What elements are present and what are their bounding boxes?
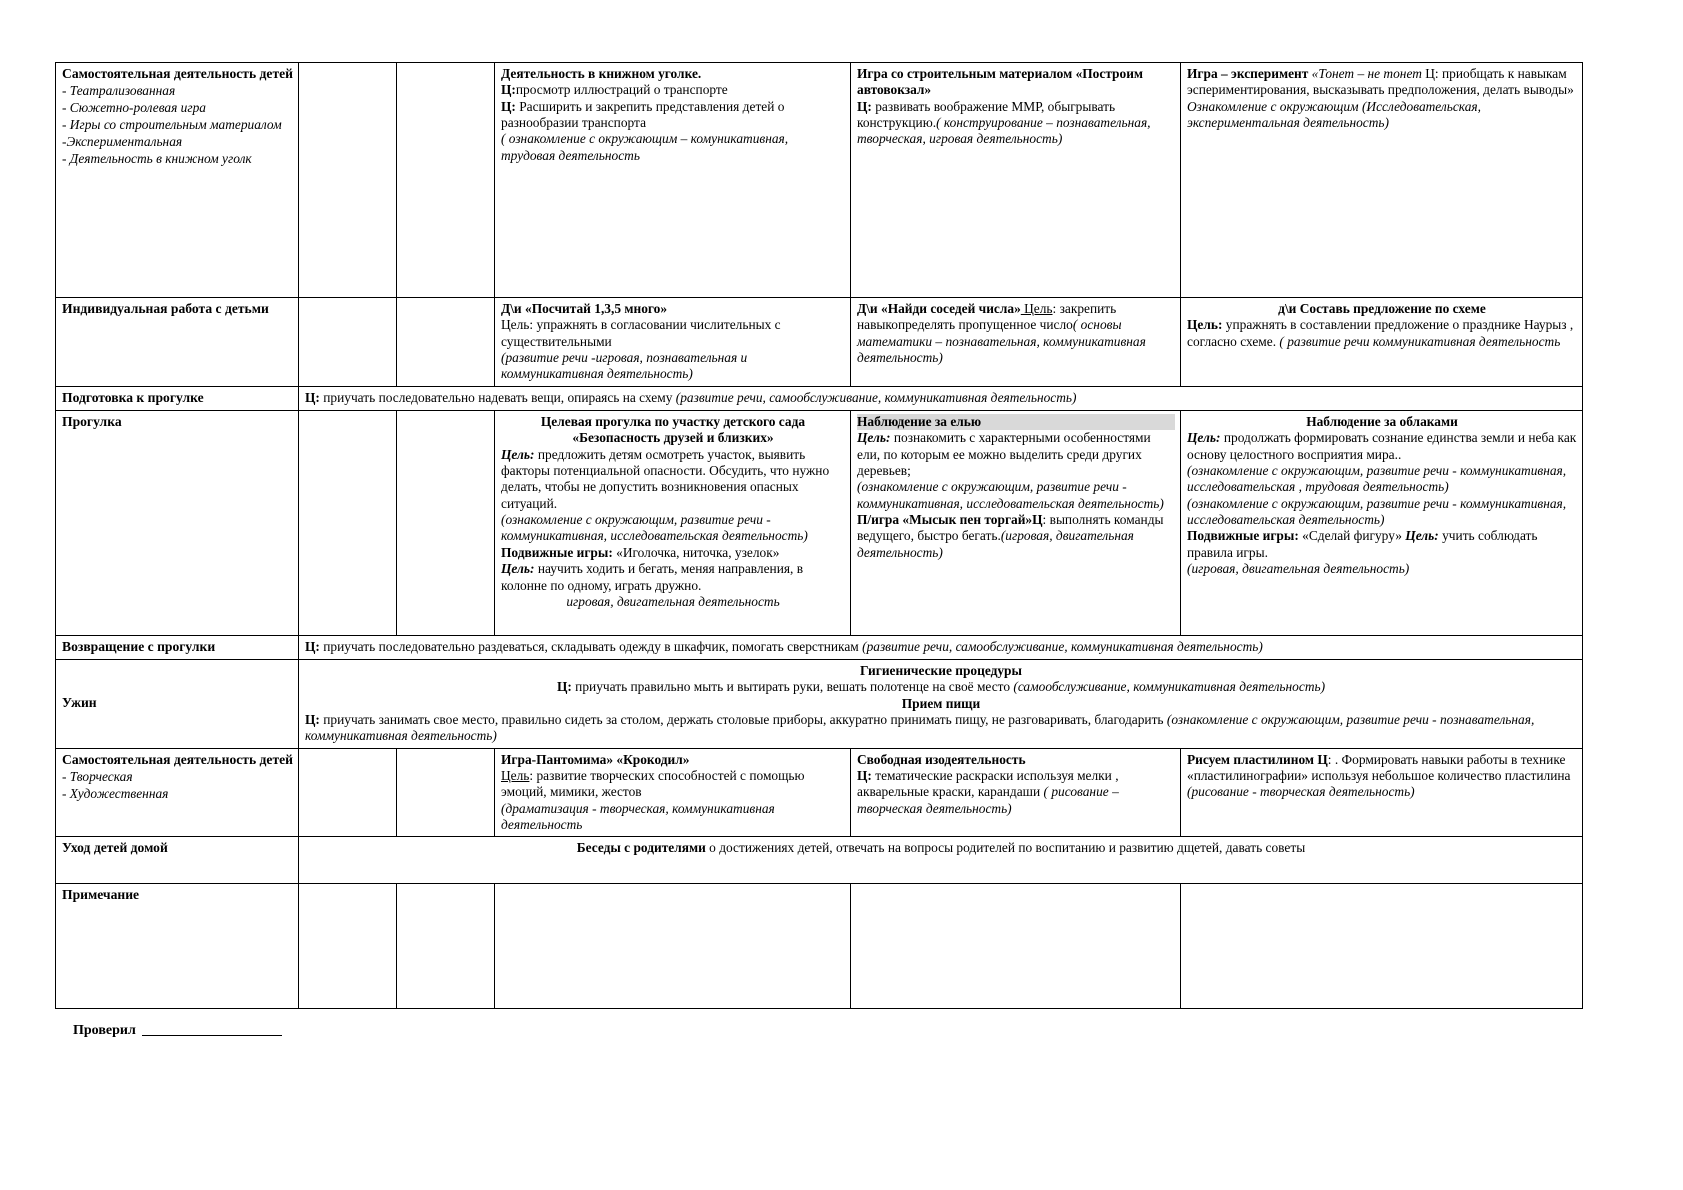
cell-line bbox=[305, 679, 1577, 695]
cell-line bbox=[501, 768, 845, 801]
row-label-title: Ужин bbox=[62, 695, 97, 711]
empty-cell-note-3 bbox=[1181, 884, 1583, 1009]
goal-label: Цель: bbox=[1405, 528, 1439, 544]
cell-parenthetical: (драматизация - творческая, коммуникативная деятельность bbox=[501, 800, 775, 833]
goal-marker: Ц: bbox=[305, 639, 320, 655]
table-row-walk-preparation bbox=[56, 386, 1583, 410]
table-row-independent-activity bbox=[56, 63, 1583, 298]
row-label-title: Самостоятельная деятельность детей bbox=[62, 66, 293, 81]
goal-marker: Ц: bbox=[857, 98, 872, 114]
row-label-item: -Экспериментальная bbox=[62, 133, 183, 149]
empty-cell-narrow-2 bbox=[397, 63, 495, 298]
goal-marker: Ц: bbox=[305, 389, 320, 405]
signature-line bbox=[142, 1024, 282, 1036]
cell-parenthetical: (ознакомление с окружающим, развитие речи - познавательная, коммуникативная деятельность) bbox=[305, 712, 1535, 744]
cell-line bbox=[305, 639, 1577, 655]
cell-parenthetical: ( развитие речи коммуникативная деятельность bbox=[1279, 333, 1561, 349]
empty-cell-note-1 bbox=[495, 884, 851, 1009]
cell-individual-work-sentence bbox=[1181, 298, 1583, 387]
row-label-title: Самостоятельная деятельность детей bbox=[62, 751, 293, 767]
conversation-label: Беседы с родителями bbox=[576, 840, 706, 856]
cell-line bbox=[857, 99, 1175, 148]
goal-marker: Ц: bbox=[501, 98, 516, 114]
cell-walk-return-text bbox=[299, 636, 1583, 660]
cell-individual-work-neighbors bbox=[851, 298, 1181, 387]
cell-title: Деятельность в книжном уголке. bbox=[501, 66, 702, 81]
goal-marker: Ц: bbox=[556, 679, 572, 695]
table-row-going-home bbox=[56, 837, 1583, 884]
cell-line bbox=[1187, 430, 1577, 463]
goal-marker: Ц: bbox=[501, 82, 516, 98]
games-label: Подвижные игры: bbox=[1187, 528, 1299, 544]
signature-label: Проверил bbox=[73, 1023, 136, 1039]
cell-parenthetical: ( ознакомление с окружающим – комуникативная, трудовая деятельность bbox=[501, 131, 789, 163]
empty-cell-note-2 bbox=[851, 884, 1181, 1009]
cell-text: приучать последовательно надевать вещи, опираясь на схему bbox=[319, 389, 676, 405]
table-row-walk-return bbox=[56, 636, 1583, 660]
daily-plan-table bbox=[55, 62, 1583, 1009]
cell-text: приучать занимать свое место, правильно сидеть за столом, держать столовые приборы, аккуратно принимать пищу, не разговаривать, благодарить bbox=[319, 712, 1167, 728]
cell-title-2: «Безопасность друзей и близких» bbox=[572, 430, 774, 446]
cell-parenthetical: (игровая, двигательная деятельность) bbox=[857, 528, 1134, 560]
cell-parenthetical-2: (ознакомление с окружающим, развитие речи - коммуникативная, исследовательская деятельность) bbox=[1187, 495, 1567, 528]
cell-supper-text bbox=[299, 660, 1583, 749]
signature-footer bbox=[55, 1023, 1628, 1039]
cell-title: Целевая прогулка по участку детского сада bbox=[540, 414, 806, 430]
row-label-walk-return bbox=[56, 636, 299, 660]
cell-text: приучать последовательно раздеваться, складывать одежду в шкафчик, помогать сверстникам bbox=[319, 639, 863, 655]
cell-parenthetical: ( основы математики – познавательная, коммуникативная деятельность) bbox=[857, 317, 1146, 366]
empty-cell-narrow-2 bbox=[397, 411, 495, 636]
goal-label: Цель: bbox=[501, 446, 535, 462]
cell-text: развивать воображение ММР, обыгрывать конструкцию. bbox=[857, 98, 1116, 131]
cell-line bbox=[857, 301, 1175, 366]
row-label-title: Прогулка bbox=[62, 414, 122, 430]
cell-creative-pantomime bbox=[495, 748, 851, 837]
row-label-supper bbox=[56, 660, 299, 749]
cell-walk-target-walk bbox=[495, 411, 851, 636]
empty-cell-narrow-1 bbox=[299, 63, 397, 298]
cell-parenthetical: (развитие речи, самообслуживание, коммуникативная деятельность) bbox=[862, 639, 1263, 655]
row-label-individual-work bbox=[56, 298, 299, 387]
cell-parenthetical: ( рисование – творческая деятельность) bbox=[857, 784, 1119, 816]
cell-text: продолжать формировать сознание единства земли и неба как основу целостного восприятия мира.. bbox=[1187, 430, 1577, 462]
cell-text: упражнять в составлении предложение о празднике Наурыз , согласно схеме. bbox=[1187, 317, 1574, 349]
row-label-title: Уход детей домой bbox=[62, 840, 168, 856]
game-label: П/игра «Мысык пен торгай»Ц bbox=[857, 512, 1043, 528]
row-label-title: Примечание bbox=[62, 887, 140, 903]
row-label-item: - Деятельность в книжном уголк bbox=[62, 150, 252, 166]
table-row-creative-activity bbox=[56, 748, 1583, 837]
cell-title: Д\и «Посчитай 1,3,5 много» bbox=[501, 301, 668, 316]
cell-text: о достижениях детей, отвечать на вопросы родителей по воспитанию и развитию дщетей, давать советы bbox=[705, 840, 1306, 856]
cell-line bbox=[305, 840, 1577, 856]
cell-line bbox=[857, 768, 1175, 817]
row-label-walk-preparation bbox=[56, 386, 299, 410]
cell-parenthetical: (ознакомление с окружающим, развитие речи - коммуникативная, исследовательская , трудовая деятельность) bbox=[1187, 463, 1567, 495]
cell-parenthetical: (рисование - творческая деятельность) bbox=[1187, 784, 1415, 800]
empty-cell-narrow-1 bbox=[299, 884, 397, 1009]
goal-marker: Ц: bbox=[305, 712, 320, 728]
cell-independent-activity-experiment bbox=[1181, 63, 1583, 298]
cell-line bbox=[1187, 317, 1577, 350]
cell-title: Игра со строительным материалом «Построим автовокзал» bbox=[857, 66, 1144, 98]
cell-parenthetical: ( конструирование – познавательная, творческая, игровая деятельность) bbox=[857, 115, 1151, 147]
goal-label: Цель: bbox=[1187, 317, 1223, 333]
cell-title: Игра-Пантомима» «Крокодил» bbox=[501, 751, 690, 767]
table-row-individual-work bbox=[56, 298, 1583, 387]
cell-text: просмотр иллюстраций о транспорте bbox=[515, 82, 728, 98]
cell-line bbox=[501, 82, 845, 98]
cell-parenthetical-3: (игровая, двигательная деятельность) bbox=[1187, 561, 1410, 577]
cell-text: : закрепить навыкопределять пропущенное число bbox=[857, 301, 1117, 333]
cell-title: Рисуем пластилином Ц bbox=[1187, 751, 1328, 767]
cell-parenthetical: игровая, двигательная деятельность bbox=[566, 593, 780, 609]
row-label-walk bbox=[56, 411, 299, 636]
row-label-item: - Театрализованная bbox=[62, 82, 176, 98]
cell-text: : выполнять команды ведущего, быстро бегать. bbox=[857, 512, 1164, 544]
cell-title-italic: «Тонет – не тонет bbox=[1311, 66, 1422, 81]
cell-text: Расширить и закрепить представления детей о разнообразии транспорта bbox=[501, 98, 785, 131]
empty-cell-narrow-1 bbox=[299, 411, 397, 636]
cell-text: «Иголочка, ниточка, узелок» bbox=[612, 544, 780, 560]
goal-label: Цель: bbox=[857, 430, 891, 446]
cell-parenthetical: Ознакомление с окружающим (Исследовательская, экспериментальная деятельность) bbox=[1187, 98, 1481, 131]
cell-line bbox=[501, 99, 845, 132]
goal-label: Цель: bbox=[501, 561, 535, 577]
row-label-creative-activity bbox=[56, 748, 299, 837]
goal-marker: Ц: bbox=[857, 768, 872, 784]
cell-parenthetical: (самообслуживание, коммуникативная деятельность) bbox=[1013, 679, 1326, 695]
cell-title: Свободная изодеятельность bbox=[857, 751, 1026, 767]
table-row-supper bbox=[56, 660, 1583, 749]
cell-text: : . Формировать навыки работы в технике «пластилинографии» используя небольшое количество пластилина bbox=[1187, 751, 1571, 784]
cell-independent-activity-book-corner bbox=[495, 63, 851, 298]
goal-label: Цель: bbox=[1187, 430, 1221, 446]
table-row-walk bbox=[56, 411, 1583, 636]
cell-line bbox=[501, 545, 845, 561]
row-label-independent-activity bbox=[56, 63, 299, 298]
cell-text: предложить детям осмотреть участок, выявить факторы потенциальной опасности. Обсудить, что нужно делать, чтобы не допустить возникновения опасных ситуаций. bbox=[501, 446, 830, 511]
row-label-note bbox=[56, 884, 299, 1009]
row-label-title: Индивидуальная работа с детьми bbox=[62, 301, 269, 316]
cell-creative-free-art bbox=[851, 748, 1181, 837]
cell-title: д\и Составь предложение по схеме bbox=[1278, 301, 1486, 316]
supper-heading-meal: Прием пищи bbox=[901, 695, 981, 711]
cell-line bbox=[501, 447, 845, 512]
cell-individual-work-counting bbox=[495, 298, 851, 387]
games-label: Подвижные игры: bbox=[501, 544, 613, 560]
cell-text: познакомить с характерными особенностями ели, по которым ее можно выделить среди других деревьев; bbox=[857, 430, 1151, 479]
cell-walk-observation-clouds bbox=[1181, 411, 1583, 636]
cell-walk-observation-spruce bbox=[851, 411, 1181, 636]
cell-text: Ц: приобщать к навыкам эспериментирования, высказывать предположения, делать выводы» bbox=[1187, 66, 1574, 98]
row-label-item: - Творческая bbox=[62, 768, 133, 784]
goal-label: Цель bbox=[501, 768, 530, 784]
empty-cell-narrow-2 bbox=[397, 884, 495, 1009]
cell-line bbox=[1187, 752, 1577, 801]
row-label-item: - Художественная bbox=[62, 785, 169, 801]
cell-text: учить соблюдать правила игры. bbox=[1187, 528, 1538, 560]
table-row-note bbox=[56, 884, 1583, 1009]
cell-text: «Сделай фигуру» bbox=[1298, 528, 1406, 544]
cell-text: : развитие творческих способностей с помощью эмоций, мимики, жестов bbox=[501, 768, 805, 800]
empty-cell-narrow-1 bbox=[299, 298, 397, 387]
cell-line bbox=[1187, 528, 1577, 561]
cell-walk-preparation-text bbox=[299, 386, 1583, 410]
empty-cell-narrow-2 bbox=[397, 748, 495, 837]
cell-line bbox=[857, 430, 1175, 479]
goal-label: Цель bbox=[1020, 301, 1053, 316]
cell-title: Наблюдение за облаками bbox=[1306, 414, 1458, 430]
cell-text: Цель: упражнять в согласовании числительных с существительными bbox=[501, 317, 781, 349]
supper-heading-hygiene: Гигиенические процедуры bbox=[860, 663, 1022, 679]
cell-independent-activity-construction bbox=[851, 63, 1181, 298]
cell-title: Д\и «Найди соседей числа» bbox=[857, 301, 1021, 316]
row-label-item: - Игры со строительным материалом bbox=[62, 116, 282, 132]
cell-line bbox=[1187, 66, 1577, 99]
cell-parenthetical: (развитие речи, самообслуживание, коммуникативная деятельность) bbox=[675, 389, 1077, 405]
cell-creative-plasticine bbox=[1181, 748, 1583, 837]
empty-cell-narrow-1 bbox=[299, 748, 397, 837]
cell-line bbox=[857, 512, 1175, 561]
cell-parenthetical: (развитие речи -игровая, познавательная и коммуникативная деятельность) bbox=[501, 350, 748, 382]
cell-title: Наблюдение за елью bbox=[857, 414, 1175, 430]
row-label-title: Подготовка к прогулке bbox=[62, 389, 204, 405]
row-label-item: - Сюжетно-ролевая игра bbox=[62, 99, 206, 115]
cell-parenthetical: (ознакомление с окружающим, развитие речи - коммуникативная, исследовательская деятельность) bbox=[857, 479, 1164, 511]
cell-line bbox=[305, 712, 1577, 745]
cell-line bbox=[305, 390, 1577, 406]
cell-parenthetical: (ознакомление с окружающим, развитие речи - коммуникативная, исследовательская деятельность) bbox=[501, 512, 808, 544]
cell-text: научить ходить и бегать, меняя направления, в колонне по одному, играть дружно. bbox=[501, 561, 804, 593]
cell-line bbox=[501, 561, 845, 594]
cell-title: Игра – эксперимент bbox=[1187, 66, 1312, 81]
cell-text: приучать правильно мыть и вытирать руки, вешать полотенце на своё место bbox=[571, 679, 1014, 695]
empty-cell-narrow-2 bbox=[397, 298, 495, 387]
row-label-title: Возвращение с прогулки bbox=[62, 639, 216, 655]
row-label-going-home bbox=[56, 837, 299, 884]
cell-text: тематические раскраски используя мелки , акварельные краски, карандаши bbox=[857, 768, 1119, 800]
cell-going-home-text bbox=[299, 837, 1583, 884]
